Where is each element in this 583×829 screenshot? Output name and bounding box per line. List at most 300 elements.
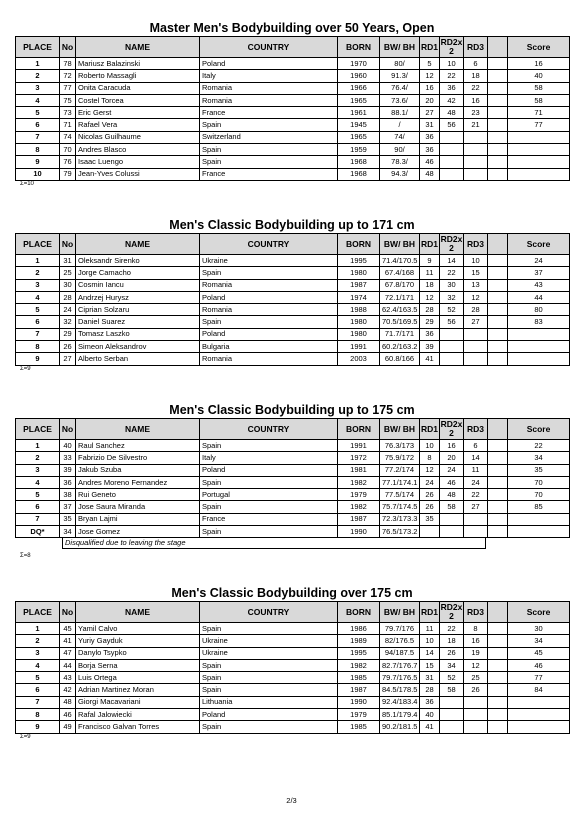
table-cell: 35 [420, 513, 440, 525]
table-cell [464, 526, 488, 538]
competitor-count: Σ=8 [20, 553, 31, 560]
table-cell: 13 [464, 279, 488, 291]
table-cell: 34 [60, 526, 76, 538]
table-cell: 26 [60, 341, 76, 353]
table-cell [488, 476, 508, 488]
table-cell: Switzerland [200, 131, 338, 143]
table-cell: 2 [16, 452, 60, 464]
table-cell [488, 623, 508, 635]
table-cell: Spain [200, 316, 338, 328]
table-cell: 67.8/170 [380, 279, 420, 291]
table-cell: 40 [508, 70, 570, 82]
table-cell: 1980 [338, 267, 380, 279]
table-cell: Jean-Yves Colussi [76, 168, 200, 180]
table-cell: Yamil Calvo [76, 623, 200, 635]
section-title: Men's Classic Bodybuilding up to 171 cm [169, 218, 415, 232]
column-header: NAME [76, 37, 200, 58]
table-cell: 11 [464, 464, 488, 476]
table-cell: 70.5/169.5 [380, 316, 420, 328]
table-cell: 90/ [380, 144, 420, 156]
column-header: No [60, 419, 76, 440]
table-cell: 16 [464, 94, 488, 106]
table-cell: Portugal [200, 489, 338, 501]
table-cell: 77.5/174 [380, 489, 420, 501]
table-cell: 9 [16, 721, 60, 733]
table-cell: 74 [60, 131, 76, 143]
table-cell: 92.4/183.4 [380, 696, 420, 708]
table-cell: / [380, 119, 420, 131]
table-cell: 7 [16, 131, 60, 143]
table-cell: 10 [440, 58, 464, 70]
table-cell: Bryan Lajmi [76, 513, 200, 525]
table-cell: 19 [464, 647, 488, 659]
column-header: BORN [338, 37, 380, 58]
table-cell: 7 [16, 696, 60, 708]
table-cell: Yuriy Gayduk [76, 635, 200, 647]
table-cell: Poland [200, 464, 338, 476]
table-cell: 2 [16, 267, 60, 279]
table-cell: 78.3/ [380, 156, 420, 168]
column-header: BORN [338, 419, 380, 440]
column-header: NAME [76, 419, 200, 440]
table-cell: 36 [420, 131, 440, 143]
column-header: BORN [338, 602, 380, 623]
column-header: RD2x 2 [440, 419, 463, 438]
table-cell: 77 [508, 119, 570, 131]
table-cell: Borja Serna [76, 659, 200, 671]
table-cell: 48 [440, 107, 464, 119]
table-cell [488, 709, 508, 721]
table-cell: 15 [420, 659, 440, 671]
table-cell: 16 [420, 82, 440, 94]
competitor-count: Σ=9 [20, 733, 31, 740]
table-cell: 1988 [338, 304, 380, 316]
table-cell: 75.9/172 [380, 452, 420, 464]
table-cell: 30 [60, 279, 76, 291]
table-cell: Ukraine [200, 255, 338, 267]
table-cell: 28 [464, 304, 488, 316]
table-cell: 58 [440, 501, 464, 513]
table-cell: Rui Geneto [76, 489, 200, 501]
table-cell [488, 464, 508, 476]
table-cell: 1979 [338, 489, 380, 501]
table-cell [488, 489, 508, 501]
table-row [16, 156, 570, 168]
table-cell: 9 [16, 353, 60, 365]
table-cell: Romania [200, 94, 338, 106]
table-cell: 1968 [338, 156, 380, 168]
table-row [16, 267, 570, 279]
table-cell: 1 [16, 58, 60, 70]
column-header: RD3 [464, 419, 488, 440]
table-cell: 58 [508, 82, 570, 94]
table-cell: 1991 [338, 440, 380, 452]
column-header: BW/ BH [380, 37, 420, 58]
table-cell: Alberto Serban [76, 353, 200, 365]
table-cell: 1995 [338, 255, 380, 267]
table-cell: 14 [440, 255, 464, 267]
table-cell [488, 255, 508, 267]
table-cell: 33 [60, 452, 76, 464]
table-cell: Bulgaria [200, 341, 338, 353]
table-cell: Spain [200, 119, 338, 131]
table-cell [464, 156, 488, 168]
table-cell: 12 [420, 464, 440, 476]
table-cell [440, 328, 464, 340]
table-cell: 40 [60, 440, 76, 452]
section-title: Master Men's Bodybuilding over 50 Years, Open [149, 21, 435, 35]
table-row [16, 647, 570, 659]
table-cell: 9 [16, 156, 60, 168]
table-cell: 73 [60, 107, 76, 119]
table-cell: 36 [440, 82, 464, 94]
table-cell: 41 [420, 353, 440, 365]
table-cell: 1965 [338, 94, 380, 106]
table-cell: 49 [60, 721, 76, 733]
table-cell: 56 [440, 316, 464, 328]
table-cell: 38 [60, 489, 76, 501]
table-cell: 76.3/173 [380, 440, 420, 452]
table-row [16, 623, 570, 635]
table-cell: 80/ [380, 58, 420, 70]
table-cell: Spain [200, 672, 338, 684]
table-cell [440, 696, 464, 708]
column-header: Score [508, 602, 570, 623]
table-cell: 1981 [338, 464, 380, 476]
table-cell: Lithuania [200, 696, 338, 708]
table-cell: Daniel Suarez [76, 316, 200, 328]
table-cell: 31 [60, 255, 76, 267]
table-cell [464, 513, 488, 525]
table-row [16, 82, 570, 94]
table-cell: 8 [16, 341, 60, 353]
table-cell: 6 [16, 316, 60, 328]
table-cell: France [200, 107, 338, 119]
table-cell: 40 [420, 709, 440, 721]
table-cell: 82.7/176.7 [380, 659, 420, 671]
table-cell [488, 353, 508, 365]
table-cell: 1968 [338, 168, 380, 180]
table-cell: 14 [464, 452, 488, 464]
table-row [16, 476, 570, 488]
table-cell: 30 [440, 279, 464, 291]
table-cell [488, 513, 508, 525]
column-header: RD1 [420, 37, 440, 58]
table-cell: 71.7/171 [380, 328, 420, 340]
competitor-count: Σ=10 [20, 181, 34, 187]
table-cell: 36 [420, 696, 440, 708]
results-section [15, 402, 569, 538]
table-cell: 1991 [338, 341, 380, 353]
table-cell: 14 [420, 647, 440, 659]
column-header: COUNTRY [200, 419, 338, 440]
table-cell: 35 [60, 513, 76, 525]
table-cell: Mariusz Balazinski [76, 58, 200, 70]
table-cell: 35 [508, 464, 570, 476]
table-cell: 77.1/174.1 [380, 476, 420, 488]
table-cell: 26 [420, 489, 440, 501]
table-cell: 20 [440, 452, 464, 464]
table-cell: Spain [200, 623, 338, 635]
table-cell: Spain [200, 659, 338, 671]
table-cell: 46 [508, 659, 570, 671]
column-header: No [60, 234, 76, 255]
table-cell: 45 [60, 623, 76, 635]
table-cell [488, 168, 508, 180]
table-cell: 5 [16, 489, 60, 501]
table-cell: 75.7/174.5 [380, 501, 420, 513]
column-header: RD2x 2 [440, 602, 463, 621]
table-cell: 22 [440, 623, 464, 635]
column-header: Score [508, 234, 570, 255]
table-cell: 79.7/176.5 [380, 672, 420, 684]
column-header: Score [508, 419, 570, 440]
table-cell: 3 [16, 82, 60, 94]
table-cell [488, 635, 508, 647]
table-cell: Ukraine [200, 647, 338, 659]
table-cell [464, 721, 488, 733]
table-cell: France [200, 513, 338, 525]
table-cell: Spain [200, 684, 338, 696]
table-cell [488, 526, 508, 538]
table-cell: Danylo Tsypko [76, 647, 200, 659]
table-cell: 44 [60, 659, 76, 671]
table-cell: 3 [16, 279, 60, 291]
column-header: COUNTRY [200, 234, 338, 255]
table-cell: 56 [440, 119, 464, 131]
results-section [15, 585, 569, 734]
table-cell: 48 [420, 168, 440, 180]
table-cell: 84.5/178.5 [380, 684, 420, 696]
table-row [16, 316, 570, 328]
table-cell: Giorgi Macavariani [76, 696, 200, 708]
table-cell: 47 [60, 647, 76, 659]
table-cell: 1985 [338, 721, 380, 733]
table-cell: Spain [200, 526, 338, 538]
table-cell [488, 156, 508, 168]
table-cell: 6 [464, 58, 488, 70]
table-cell: 27 [464, 316, 488, 328]
table-cell [508, 131, 570, 143]
table-cell [508, 156, 570, 168]
table-cell [488, 94, 508, 106]
table-cell: Italy [200, 452, 338, 464]
table-cell [488, 82, 508, 94]
table-cell: 34 [440, 659, 464, 671]
table-cell: 5 [16, 107, 60, 119]
table-cell: Rafal Jalowiecki [76, 709, 200, 721]
column-header: No [60, 37, 76, 58]
table-cell: 60.2/163.2 [380, 341, 420, 353]
column-header: Score [508, 37, 570, 58]
table-cell: 58 [440, 684, 464, 696]
table-cell: 42 [60, 684, 76, 696]
table-cell: 1982 [338, 501, 380, 513]
table-cell: 67.4/168 [380, 267, 420, 279]
table-cell: 11 [420, 267, 440, 279]
table-cell: 1990 [338, 696, 380, 708]
table-cell: 25 [60, 267, 76, 279]
table-cell: Spain [200, 156, 338, 168]
table-cell: 4 [16, 94, 60, 106]
table-cell [508, 168, 570, 180]
table-cell: 45 [508, 647, 570, 659]
column-header: NAME [76, 234, 200, 255]
column-header: RD3 [464, 602, 488, 623]
table-cell: Francisco Galvan Torres [76, 721, 200, 733]
table-cell: 24 [60, 304, 76, 316]
table-cell: 2 [16, 70, 60, 82]
table-cell: Oleksandr Sirenko [76, 255, 200, 267]
table-cell: 21 [464, 119, 488, 131]
table-cell [488, 279, 508, 291]
table-cell: 36 [60, 476, 76, 488]
table-cell: Spain [200, 721, 338, 733]
column-header: BORN [338, 234, 380, 255]
table-cell: 16 [464, 635, 488, 647]
table-cell [440, 131, 464, 143]
table-cell: 1965 [338, 131, 380, 143]
table-cell [488, 452, 508, 464]
table-cell: Romania [200, 82, 338, 94]
table-cell [488, 440, 508, 452]
table-cell: 46 [420, 156, 440, 168]
table-cell: 24 [508, 255, 570, 267]
table-cell: 27 [420, 107, 440, 119]
table-cell: 34 [508, 635, 570, 647]
table-cell: Fabrizio De Silvestro [76, 452, 200, 464]
table-cell: Simeon Aleksandrov [76, 341, 200, 353]
table-cell: 4 [16, 476, 60, 488]
table-cell: Spain [200, 144, 338, 156]
table-cell: 41 [60, 635, 76, 647]
table-cell: 71 [60, 119, 76, 131]
table-cell: 8 [16, 144, 60, 156]
table-cell [464, 353, 488, 365]
table-cell: 3 [16, 464, 60, 476]
table-cell: Ciprian Solzaru [76, 304, 200, 316]
table-cell [464, 696, 488, 708]
table-cell: 1960 [338, 70, 380, 82]
table-cell: Spain [200, 267, 338, 279]
table-row [16, 489, 570, 501]
table-cell: 24 [420, 476, 440, 488]
table-cell: 37 [60, 501, 76, 513]
table-cell [464, 709, 488, 721]
table-cell: 46 [60, 709, 76, 721]
table-cell [488, 58, 508, 70]
table-cell: 1987 [338, 684, 380, 696]
table-cell: 12 [420, 291, 440, 303]
table-cell [488, 316, 508, 328]
column-header: RD1 [420, 419, 440, 440]
column-header: BW/ BH [380, 602, 420, 623]
table-cell: Andres Moreno Fernandez [76, 476, 200, 488]
table-cell: 72 [60, 70, 76, 82]
results-table [15, 601, 570, 734]
table-cell: 18 [420, 279, 440, 291]
table-cell: 70 [60, 144, 76, 156]
table-cell: 18 [464, 70, 488, 82]
table-cell: 70 [508, 489, 570, 501]
table-cell [420, 526, 440, 538]
table-cell: 10 [464, 255, 488, 267]
table-cell: 28 [420, 684, 440, 696]
table-cell [488, 501, 508, 513]
table-cell: 76.5/173.2 [380, 526, 420, 538]
table-row [16, 684, 570, 696]
table-cell: 94.3/ [380, 168, 420, 180]
table-cell: 1970 [338, 58, 380, 70]
column-header: RD3 [464, 234, 488, 255]
column-header: NAME [76, 602, 200, 623]
table-cell: 73.6/ [380, 94, 420, 106]
table-cell: Spain [200, 440, 338, 452]
table-cell [508, 696, 570, 708]
table-cell: 62.4/163.5 [380, 304, 420, 316]
section-title: Men's Classic Bodybuilding over 175 cm [171, 586, 413, 600]
table-cell: Spain [200, 501, 338, 513]
table-cell [508, 721, 570, 733]
table-cell [488, 672, 508, 684]
table-cell: 26 [440, 647, 464, 659]
table-cell: 1 [16, 255, 60, 267]
table-cell: 1 [16, 440, 60, 452]
results-section [15, 217, 569, 366]
table-cell [488, 684, 508, 696]
table-cell [440, 168, 464, 180]
table-row [16, 501, 570, 513]
table-cell: 34 [508, 452, 570, 464]
table-cell: 1 [16, 623, 60, 635]
column-header: BW/ BH [380, 419, 420, 440]
column-header: COUNTRY [200, 602, 338, 623]
table-cell: 72.1/171 [380, 291, 420, 303]
table-cell: 1959 [338, 144, 380, 156]
table-cell: 75 [60, 94, 76, 106]
table-cell: 5 [420, 58, 440, 70]
table-cell: Luis Ortega [76, 672, 200, 684]
table-cell: 6 [16, 119, 60, 131]
table-row [16, 328, 570, 340]
table-cell [508, 328, 570, 340]
table-row [16, 440, 570, 452]
table-cell: 6 [16, 501, 60, 513]
table-row [16, 341, 570, 353]
table-cell: 1974 [338, 291, 380, 303]
table-cell [440, 144, 464, 156]
results-table [15, 36, 570, 181]
table-cell: 32 [440, 291, 464, 303]
table-cell: 36 [420, 328, 440, 340]
table-cell: 4 [16, 291, 60, 303]
table-cell: Roberto Massagli [76, 70, 200, 82]
table-row [16, 709, 570, 721]
column-header: RD1 [420, 602, 440, 623]
table-cell: 20 [420, 94, 440, 106]
table-cell: Eric Gerst [76, 107, 200, 119]
table-cell [464, 341, 488, 353]
table-cell: 8 [16, 709, 60, 721]
results-table [15, 233, 570, 366]
table-cell [464, 144, 488, 156]
column-header: PLACE [16, 602, 60, 623]
table-cell: 2 [16, 635, 60, 647]
table-cell: 27 [464, 501, 488, 513]
table-cell: 28 [60, 291, 76, 303]
table-cell: 79.7/176 [380, 623, 420, 635]
table-row [16, 696, 570, 708]
